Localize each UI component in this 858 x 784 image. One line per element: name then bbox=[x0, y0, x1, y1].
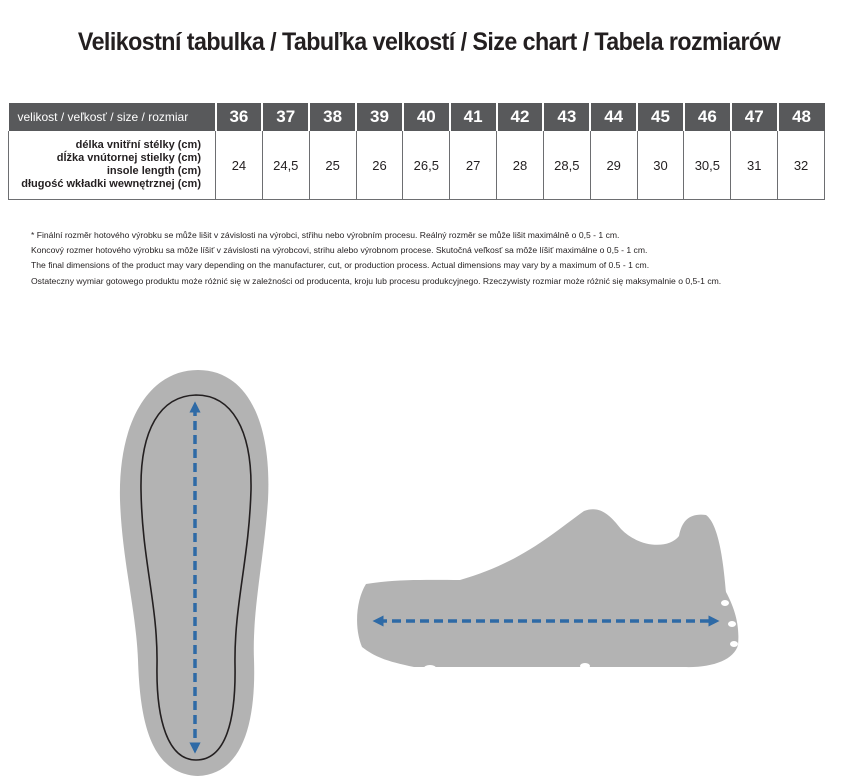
length-value-cell: 24,5 bbox=[262, 131, 309, 200]
note-pl: Ostateczny wymiar gotowego produktu może różnić się w zależności od producenta, kroju lub procesu produkcyjnego. Rzeczywisty rozmiar może różnić się maksymalnie o 0,5-1 cm. bbox=[31, 275, 722, 286]
page-title: Velikostní tabulka / Tabuľka velkostí / Size chart / Tabela rozmiarów bbox=[77, 28, 781, 56]
size-header-cell: 43 bbox=[543, 103, 590, 131]
size-header-cell: 40 bbox=[403, 103, 450, 131]
note-en: The final dimensions of the product may vary depending on the manufacturer, cut, or production process. Actual dimensions may vary by a maximum of 0.5 - 1 cm. bbox=[31, 260, 650, 271]
size-header-cell: 48 bbox=[778, 103, 825, 131]
length-value-cell: 24 bbox=[216, 131, 263, 200]
length-value-cell: 31 bbox=[731, 131, 778, 200]
row-label-pl: długość wkładki wewnętrznej (cm) bbox=[21, 178, 201, 190]
size-header-cell: 45 bbox=[637, 103, 684, 131]
length-value-cell: 28,5 bbox=[543, 131, 590, 200]
note-cz: * Finální rozměr hotového výrobku se může lišit v závislosti na výrobci, střihu nebo výrobním procesu. Reálný rozměr se může lišit maximálně o 0,5 - 1 cm. bbox=[31, 230, 620, 240]
length-value-cell: 27 bbox=[450, 131, 497, 200]
size-header-cell: 38 bbox=[309, 103, 356, 131]
length-value-cell: 29 bbox=[590, 131, 637, 200]
length-value-cell: 30,5 bbox=[684, 131, 731, 200]
size-header-cell: 37 bbox=[262, 103, 309, 131]
row-label-cz: délka vnitřní stélky (cm) bbox=[75, 139, 201, 151]
note-sk: Koncový rozmer hotového výrobku sa môže líšiť v závislosti na výrobcovi, strihu alebo výrobnom procese. Skutočná veľkosť sa môže líšiť maximálne o 0,5 - 1 cm. bbox=[31, 245, 648, 256]
length-value-cell: 30 bbox=[637, 131, 684, 200]
row-label-en: insole length (cm) bbox=[106, 165, 201, 177]
size-header-label: velikost / veľkosť / size / rozmiar bbox=[9, 103, 216, 131]
size-header-cell: 46 bbox=[684, 103, 731, 131]
size-header-cell: 47 bbox=[731, 103, 778, 131]
length-value-cell: 26 bbox=[356, 131, 403, 200]
length-value-cell: 32 bbox=[778, 131, 825, 200]
row-label-sk: dĺžka vnútornej stielky (cm) bbox=[56, 152, 201, 164]
shoe-side-icon bbox=[357, 509, 738, 673]
size-header-cell: 39 bbox=[356, 103, 403, 131]
size-header-cell: 41 bbox=[450, 103, 497, 131]
size-header-cell: 44 bbox=[590, 103, 637, 131]
length-value-cell: 28 bbox=[497, 131, 544, 200]
size-header-cell: 36 bbox=[216, 103, 263, 131]
length-value-cell: 25 bbox=[309, 131, 356, 200]
size-header-cell: 42 bbox=[497, 103, 544, 131]
length-value-cell: 26,5 bbox=[403, 131, 450, 200]
